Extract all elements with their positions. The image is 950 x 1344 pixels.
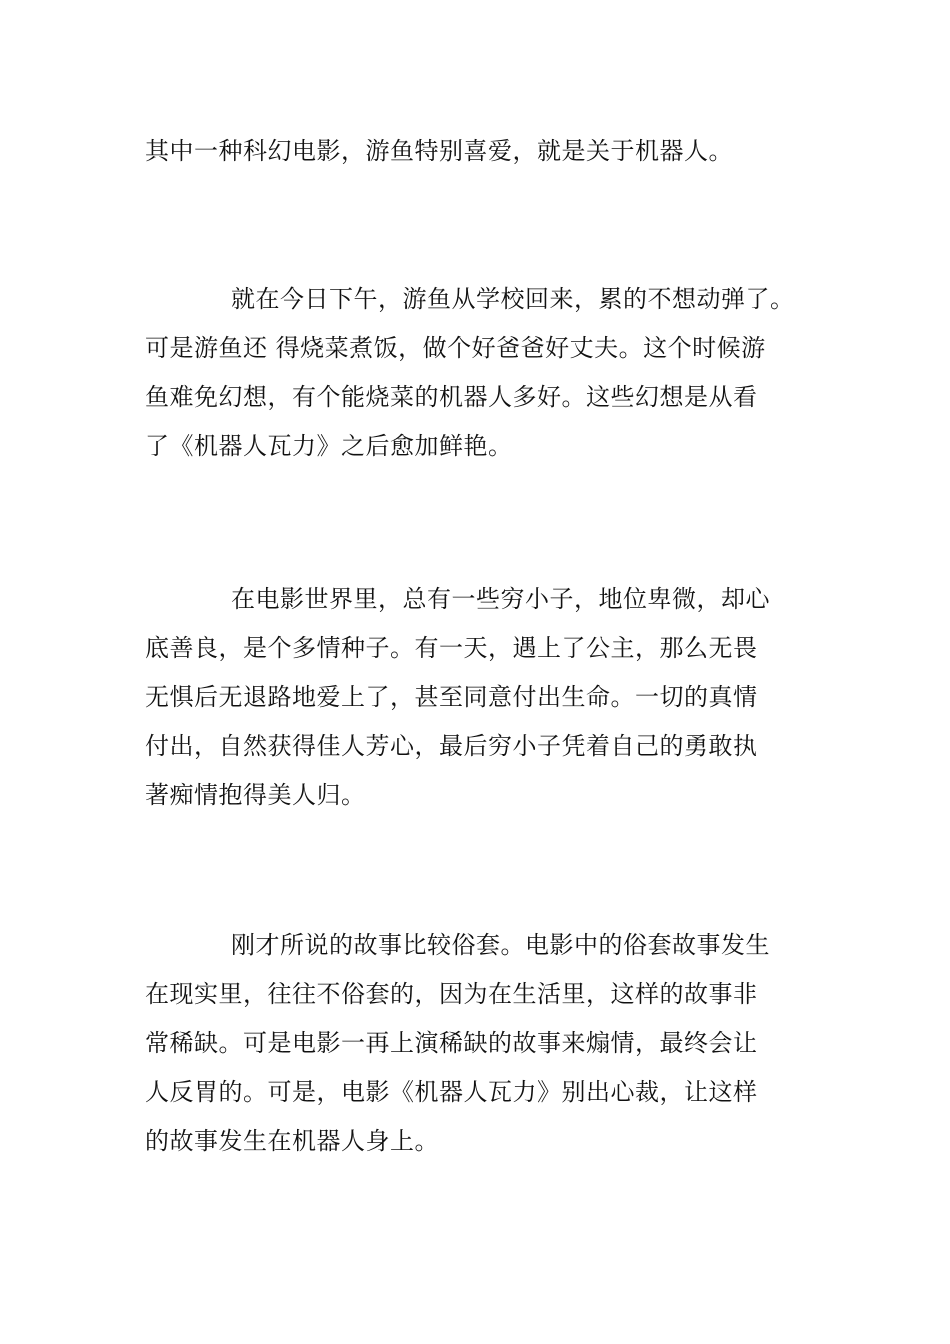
- paragraph-line: 刚才所说的故事比较俗套。电影中的俗套故事发生: [231, 931, 770, 959]
- paragraph-line: 就在今日下午，游鱼从学校回来，累的不想动弹了。: [231, 285, 795, 313]
- paragraph-line: 可是游鱼还 得烧菜煮饭，做个好爸爸好丈夫。这个时候游: [145, 334, 766, 362]
- paragraph-line: 在电影世界里，总有一些穷小子，地位卑微，却心: [231, 585, 770, 613]
- paragraph-line: 鱼难免幻想，有个能烧菜的机器人多好。这些幻想是从看: [145, 383, 758, 411]
- paragraph-4: [145, 921, 815, 1166]
- paragraph-line: 付出，自然获得佳人芳心，最后穷小子凭着自己的勇敢执: [145, 732, 758, 760]
- paragraph-line: 底善良，是个多情种子。有一天，遇上了公主，那么无畏: [145, 634, 758, 662]
- paragraph-3: [145, 575, 815, 820]
- paragraph-2: [145, 275, 815, 471]
- paragraph-line: 的故事发生在机器人身上。: [145, 1127, 439, 1155]
- paragraph-line: 人反胃的。可是，电影《机器人瓦力》别出心裁，让这样: [145, 1078, 758, 1106]
- paragraph-line: 其中一种科幻电影，游鱼特别喜爱，就是关于机器人。: [145, 137, 733, 165]
- paragraph-line: 著痴情抱得美人归。: [145, 781, 366, 809]
- paragraph-line: 无惧后无退路地爱上了，甚至同意付出生命。一切的真情: [145, 683, 758, 711]
- paragraph-line: 常稀缺。可是电影一再上演稀缺的故事来煽情，最终会让: [145, 1029, 758, 1057]
- paragraph-1: [145, 127, 815, 176]
- paragraph-line: 在现实里，往往不俗套的，因为在生活里，这样的故事非: [145, 980, 758, 1008]
- paragraph-line: 了《机器人瓦力》之后愈加鲜艳。: [145, 432, 513, 460]
